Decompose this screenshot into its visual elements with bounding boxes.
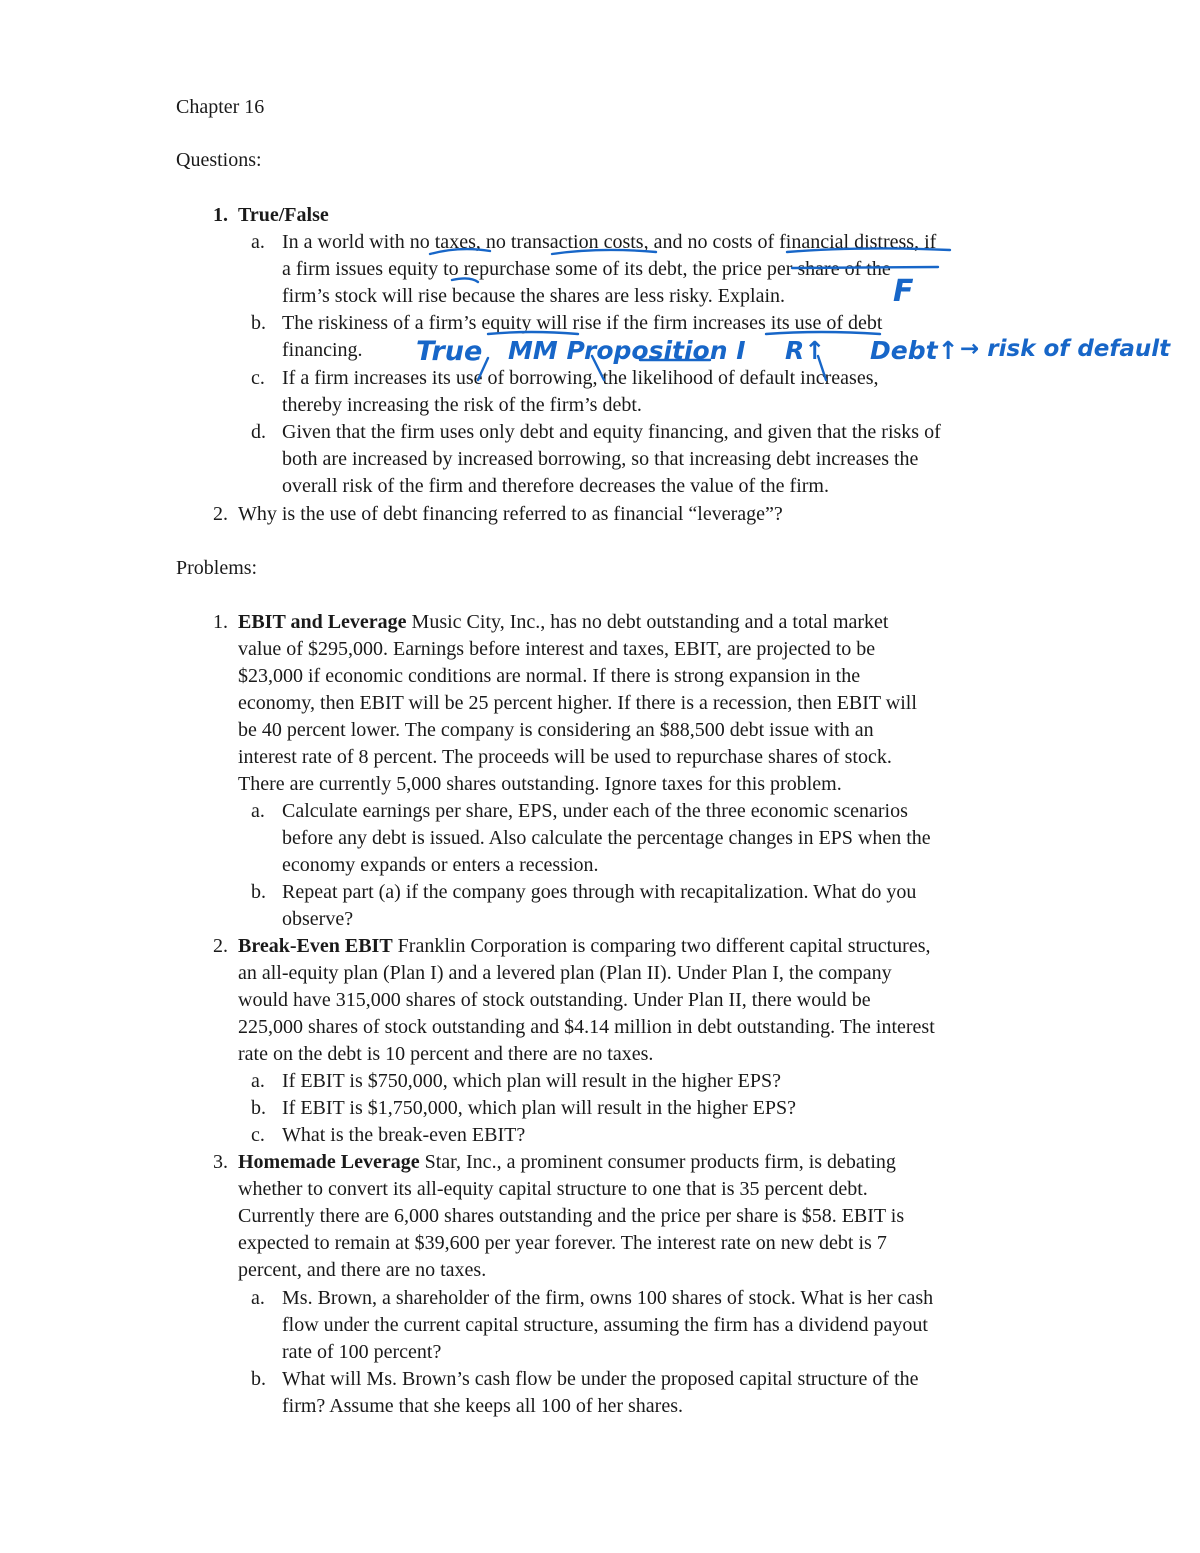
handwritten-mm-proposition: MM Proposition I bbox=[508, 336, 746, 365]
problem-text bbox=[238, 609, 889, 636]
problem-text: There are currently 5,000 shares outstanding. Ignore taxes for this problem. bbox=[238, 773, 842, 795]
problem-text: What will Ms. Brown’s cash flow be under the proposed capital structure of the bbox=[282, 1368, 919, 1390]
item-letter: a. bbox=[251, 1287, 265, 1309]
problems-heading: Problems: bbox=[176, 557, 258, 579]
problem-text-span: Star, Inc., a prominent consumer products firm, is debating bbox=[419, 1151, 896, 1173]
question-text: firm’s stock will rise because the shares are less risky. Explain. bbox=[282, 285, 786, 307]
problem-text: be 40 percent lower. The company is considering an $88,500 debt issue with an bbox=[238, 719, 874, 741]
question-text: overall risk of the firm and therefore decreases the value of the firm. bbox=[282, 475, 829, 497]
item-letter: b. bbox=[251, 312, 266, 334]
problem-text: What is the break-even EBIT? bbox=[282, 1124, 526, 1146]
question-text: thereby increasing the risk of the firm’s debt. bbox=[282, 394, 642, 416]
problem-number: 3. bbox=[213, 1151, 228, 1173]
problem-text: firm? Assume that she keeps all 100 of her shares. bbox=[282, 1395, 684, 1417]
problem-text: If EBIT is $750,000, which plan will result in the higher EPS? bbox=[282, 1070, 782, 1092]
handwritten-true: True bbox=[416, 336, 483, 367]
problem-text: before any debt is issued. Also calculate the percentage changes in EPS when the bbox=[282, 827, 931, 849]
question-number: 2. bbox=[213, 503, 228, 525]
item-letter: b. bbox=[251, 1097, 266, 1119]
problem-text: rate of 100 percent? bbox=[282, 1341, 442, 1363]
problem-text: Currently there are 6,000 shares outstanding and the price per share is $58. EBIT is bbox=[238, 1205, 905, 1227]
problem-text: economy expands or enters a recession. bbox=[282, 854, 599, 876]
handwritten-debt bbox=[870, 336, 959, 365]
problem-text: value of $295,000. Earnings before interest and taxes, EBIT, are projected to be bbox=[238, 638, 876, 660]
question-number: 1. bbox=[213, 204, 228, 226]
item-letter: a. bbox=[251, 800, 265, 822]
problem-text: flow under the current capital structure, assuming the firm has a dividend payout bbox=[282, 1314, 928, 1336]
item-letter: c. bbox=[251, 367, 265, 389]
problem-text: If EBIT is $1,750,000, which plan will result in the higher EPS? bbox=[282, 1097, 797, 1119]
handwritten-risk-of-default: → risk of default bbox=[960, 336, 1171, 362]
problem-text: expected to remain at $39,600 per year forever. The interest rate on new debt is 7 bbox=[238, 1232, 887, 1254]
item-letter: d. bbox=[251, 421, 266, 443]
problem-title: EBIT and Leverage bbox=[238, 611, 407, 633]
problem-title: Break-Even EBIT bbox=[238, 935, 393, 957]
question-text: Given that the firm uses only debt and equity financing, and given that the risks of bbox=[282, 421, 941, 443]
up-arrow-icon: ↑ bbox=[937, 336, 959, 365]
handwritten-debt-word: Debt bbox=[870, 336, 938, 365]
problem-title: Homemade Leverage bbox=[238, 1151, 420, 1173]
up-arrow-icon: ↑ bbox=[804, 336, 826, 365]
item-letter: b. bbox=[251, 881, 266, 903]
problem-text: observe? bbox=[282, 908, 354, 930]
problem-text bbox=[238, 1149, 896, 1176]
problem-text-span: Franklin Corporation is comparing two different capital structures, bbox=[392, 935, 931, 957]
handwritten-re-letter: R bbox=[785, 336, 805, 365]
questions-heading: Questions: bbox=[176, 149, 262, 171]
question-text: a firm issues equity to repurchase some of its debt, the price per share of the bbox=[282, 258, 891, 280]
handwritten-re bbox=[785, 336, 825, 365]
problem-text: 225,000 shares of stock outstanding and $4.14 million in debt outstanding. The interest bbox=[238, 1016, 935, 1038]
problem-text: Calculate earnings per share, EPS, under each of the three economic scenarios bbox=[282, 800, 908, 822]
problem-text: Ms. Brown, a shareholder of the firm, owns 100 shares of stock. What is her cash bbox=[282, 1287, 934, 1309]
item-letter: b. bbox=[251, 1368, 266, 1390]
problem-text: whether to convert its all-equity capital structure to one that is 35 percent debt. bbox=[238, 1178, 868, 1200]
question-text: In a world with no taxes, no transaction costs, and no costs of financial distress, if bbox=[282, 231, 937, 253]
problem-text: economy, then EBIT will be 25 percent higher. If there is a recession, then EBIT will bbox=[238, 692, 917, 714]
question-text: both are increased by increased borrowing, so that increasing debt increases the bbox=[282, 448, 919, 470]
question-text: Why is the use of debt financing referred to as financial “leverage”? bbox=[238, 503, 783, 525]
item-letter: c. bbox=[251, 1124, 265, 1146]
problem-text: percent, and there are no taxes. bbox=[238, 1259, 487, 1281]
problem-text: Repeat part (a) if the company goes through with recapitalization. What do you bbox=[282, 881, 917, 903]
chapter-title: Chapter 16 bbox=[176, 96, 265, 118]
handwritten-answer-f: F bbox=[893, 274, 914, 309]
question-text: If a firm increases its use of borrowing, the likelihood of default increases, bbox=[282, 367, 879, 389]
question-title: True/False bbox=[238, 204, 329, 226]
item-letter: a. bbox=[251, 1070, 265, 1092]
problem-text: an all-equity plan (Plan I) and a levered plan (Plan II). Under Plan I, the company bbox=[238, 962, 892, 984]
problem-text-span: Music City, Inc., has no debt outstanding and a total market bbox=[406, 611, 889, 633]
question-text: financing. bbox=[282, 339, 363, 361]
item-letter: a. bbox=[251, 231, 265, 253]
question-text: The riskiness of a firm’s equity will rise if the firm increases its use of debt bbox=[282, 312, 883, 334]
problem-text bbox=[238, 933, 931, 960]
problem-text: rate on the debt is 10 percent and there are no taxes. bbox=[238, 1043, 654, 1065]
problem-number: 1. bbox=[213, 611, 228, 633]
problem-number: 2. bbox=[213, 935, 228, 957]
problem-text: interest rate of 8 percent. The proceeds will be used to repurchase shares of stock. bbox=[238, 746, 892, 768]
problem-text: $23,000 if economic conditions are normal. If there is strong expansion in the bbox=[238, 665, 861, 687]
problem-text: would have 315,000 shares of stock outstanding. Under Plan II, there would be bbox=[238, 989, 871, 1011]
